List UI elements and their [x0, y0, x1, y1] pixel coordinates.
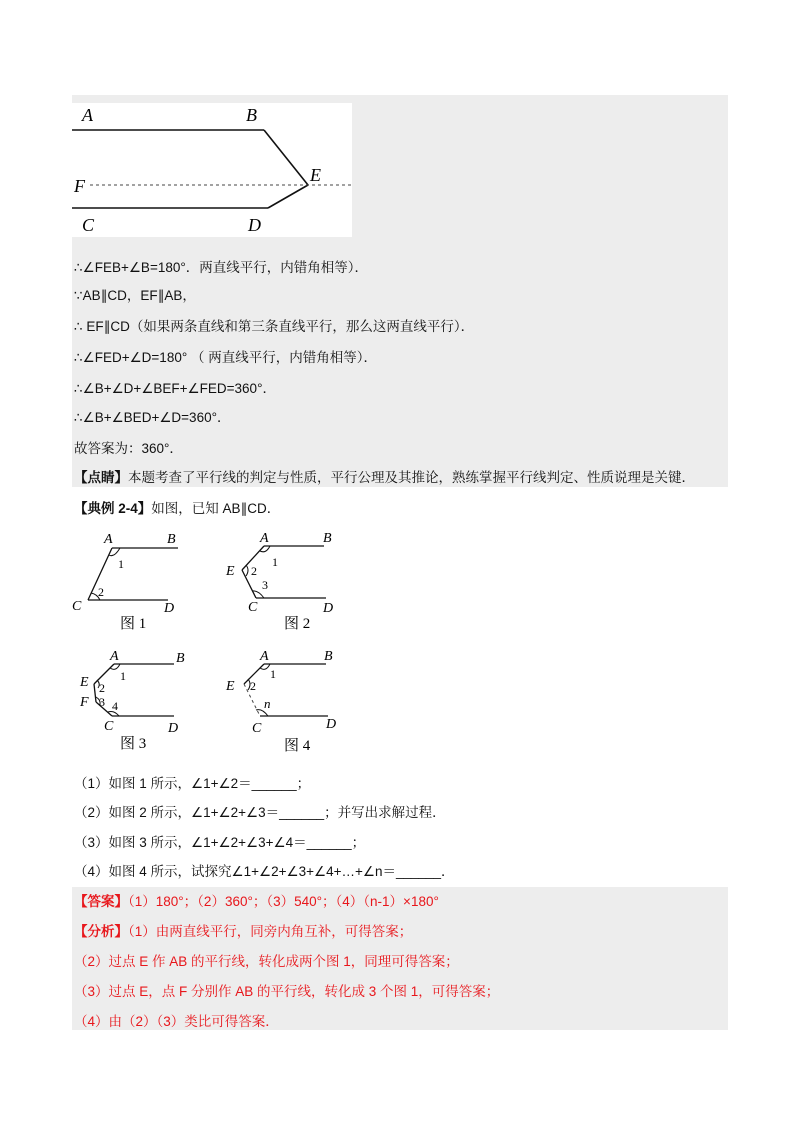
- fig4-label-d: D: [326, 717, 337, 732]
- fig3-angle-4: 4: [112, 699, 118, 713]
- fig2-caption: 图 2: [284, 616, 311, 632]
- analysis-line: （2）过点 E 作 AB 的平行线，转化成两个图 1，同理可得答案；: [74, 954, 459, 969]
- fig2-label-b: B: [323, 531, 332, 546]
- fig2-label-a: A: [260, 531, 269, 546]
- fig3-label-d: D: [168, 721, 179, 736]
- analysis-first: （1）由两直线平行，同旁内角互补，可得答案；: [128, 924, 413, 939]
- answer-line: [74, 892, 439, 912]
- figure-1: [66, 528, 196, 638]
- fig2-angle-1: 1: [272, 555, 278, 569]
- label-a: A: [82, 105, 93, 125]
- fig1-angle-2: 2: [98, 585, 104, 599]
- label-f: F: [74, 176, 85, 196]
- solution-line: ∴∠FED+∠D=180° （ 两直线平行，内错角相等）．: [74, 350, 377, 365]
- fig4-label-b: B: [324, 649, 333, 664]
- question-line: （1）如图 1 所示，∠1+∠2＝______；: [74, 776, 311, 791]
- label-e: E: [310, 165, 321, 185]
- fig1-label-a: A: [104, 532, 113, 547]
- fig4-angle-1: 1: [270, 667, 276, 681]
- solution-line: 故答案为：360°．: [74, 441, 183, 456]
- example-tag: 【典例 2-4】: [74, 501, 152, 516]
- fig3-angle-2: 2: [99, 681, 105, 695]
- question-line: （4）如图 4 所示，试探究∠1+∠2+∠3+∠4+…+∠n＝______．: [74, 864, 455, 879]
- label-c: C: [82, 215, 95, 235]
- solution-line: ∴∠B+∠BED+∠D=360°．: [74, 410, 231, 425]
- fig3-angle-1: 1: [120, 669, 126, 683]
- fig4-label-a: A: [260, 649, 269, 664]
- question-line: （2）如图 2 所示，∠1+∠2+∠3＝______；并写出求解过程．: [74, 805, 446, 820]
- fig2-label-d: D: [323, 601, 334, 616]
- solution-line: ∴∠FEB+∠B=180°．两直线平行，内错角相等）．: [74, 260, 368, 275]
- fig2-label-e: E: [226, 564, 235, 579]
- fig3-label-f: F: [80, 695, 89, 710]
- answer-tag: 【答案】: [74, 894, 128, 909]
- label-b: B: [246, 105, 257, 125]
- comment-line: [74, 468, 695, 488]
- fig3-label-a: A: [110, 649, 119, 664]
- example-text: 如图，已知 AB∥CD．: [151, 501, 281, 516]
- fig2-angle-3: 3: [262, 578, 268, 592]
- analysis-tag: 【分析】: [74, 924, 128, 939]
- figure-3: [74, 644, 204, 756]
- fig3-angle-3: 3: [99, 695, 105, 709]
- solution-line: ∴ EF∥CD（如果两条直线和第三条直线平行，那么这两直线平行）．: [74, 319, 475, 334]
- fig1-label-d: D: [164, 601, 175, 616]
- fig4-angle-n: n: [264, 696, 271, 711]
- fig4-label-e: E: [226, 679, 235, 694]
- fig4-caption: 图 4: [284, 738, 311, 754]
- comment-text: 本题考查了平行线的判定与性质，平行公理及其推论，熟练掌握平行线判定、性质说理是关键．: [128, 470, 695, 485]
- fig3-label-c: C: [104, 719, 114, 734]
- fig3-label-e: E: [80, 675, 89, 690]
- fig2-angle-2: 2: [251, 564, 257, 578]
- solution-line: ∴∠B+∠D+∠BEF+∠FED=360°．: [74, 381, 276, 396]
- fig3-caption: 图 3: [120, 736, 147, 752]
- figure-4: [220, 644, 350, 756]
- example-heading: [74, 499, 280, 519]
- fig1-caption: 图 1: [120, 616, 147, 632]
- label-d: D: [248, 215, 261, 235]
- answer-text: （1）180°；（2）360°；（3）540°；（4）（n-1）×180°: [128, 894, 439, 909]
- fig1-label-c: C: [72, 599, 82, 614]
- fig4-angle-2: 2: [250, 679, 256, 693]
- fig1-label-b: B: [167, 532, 176, 547]
- comment-tag: 【点睛】: [74, 470, 128, 485]
- fig3-label-b: B: [176, 651, 185, 666]
- fig2-label-c: C: [248, 600, 258, 615]
- analysis-line: （4）由（2）（3）类比可得答案．: [74, 1014, 279, 1029]
- analysis-line: [74, 922, 412, 942]
- fig4-label-c: C: [252, 721, 262, 736]
- fig1-angle-1: 1: [118, 557, 124, 571]
- figure-2: [220, 528, 350, 638]
- question-line: （3）如图 3 所示，∠1+∠2+∠3+∠4＝______；: [74, 835, 366, 850]
- analysis-line: （3）过点 E，点 F 分别作 AB 的平行线，转化成 3 个图 1，可得答案；: [74, 984, 500, 999]
- solution-line: ∵AB∥CD，EF∥AB，: [74, 288, 196, 303]
- top-figure: [72, 103, 352, 237]
